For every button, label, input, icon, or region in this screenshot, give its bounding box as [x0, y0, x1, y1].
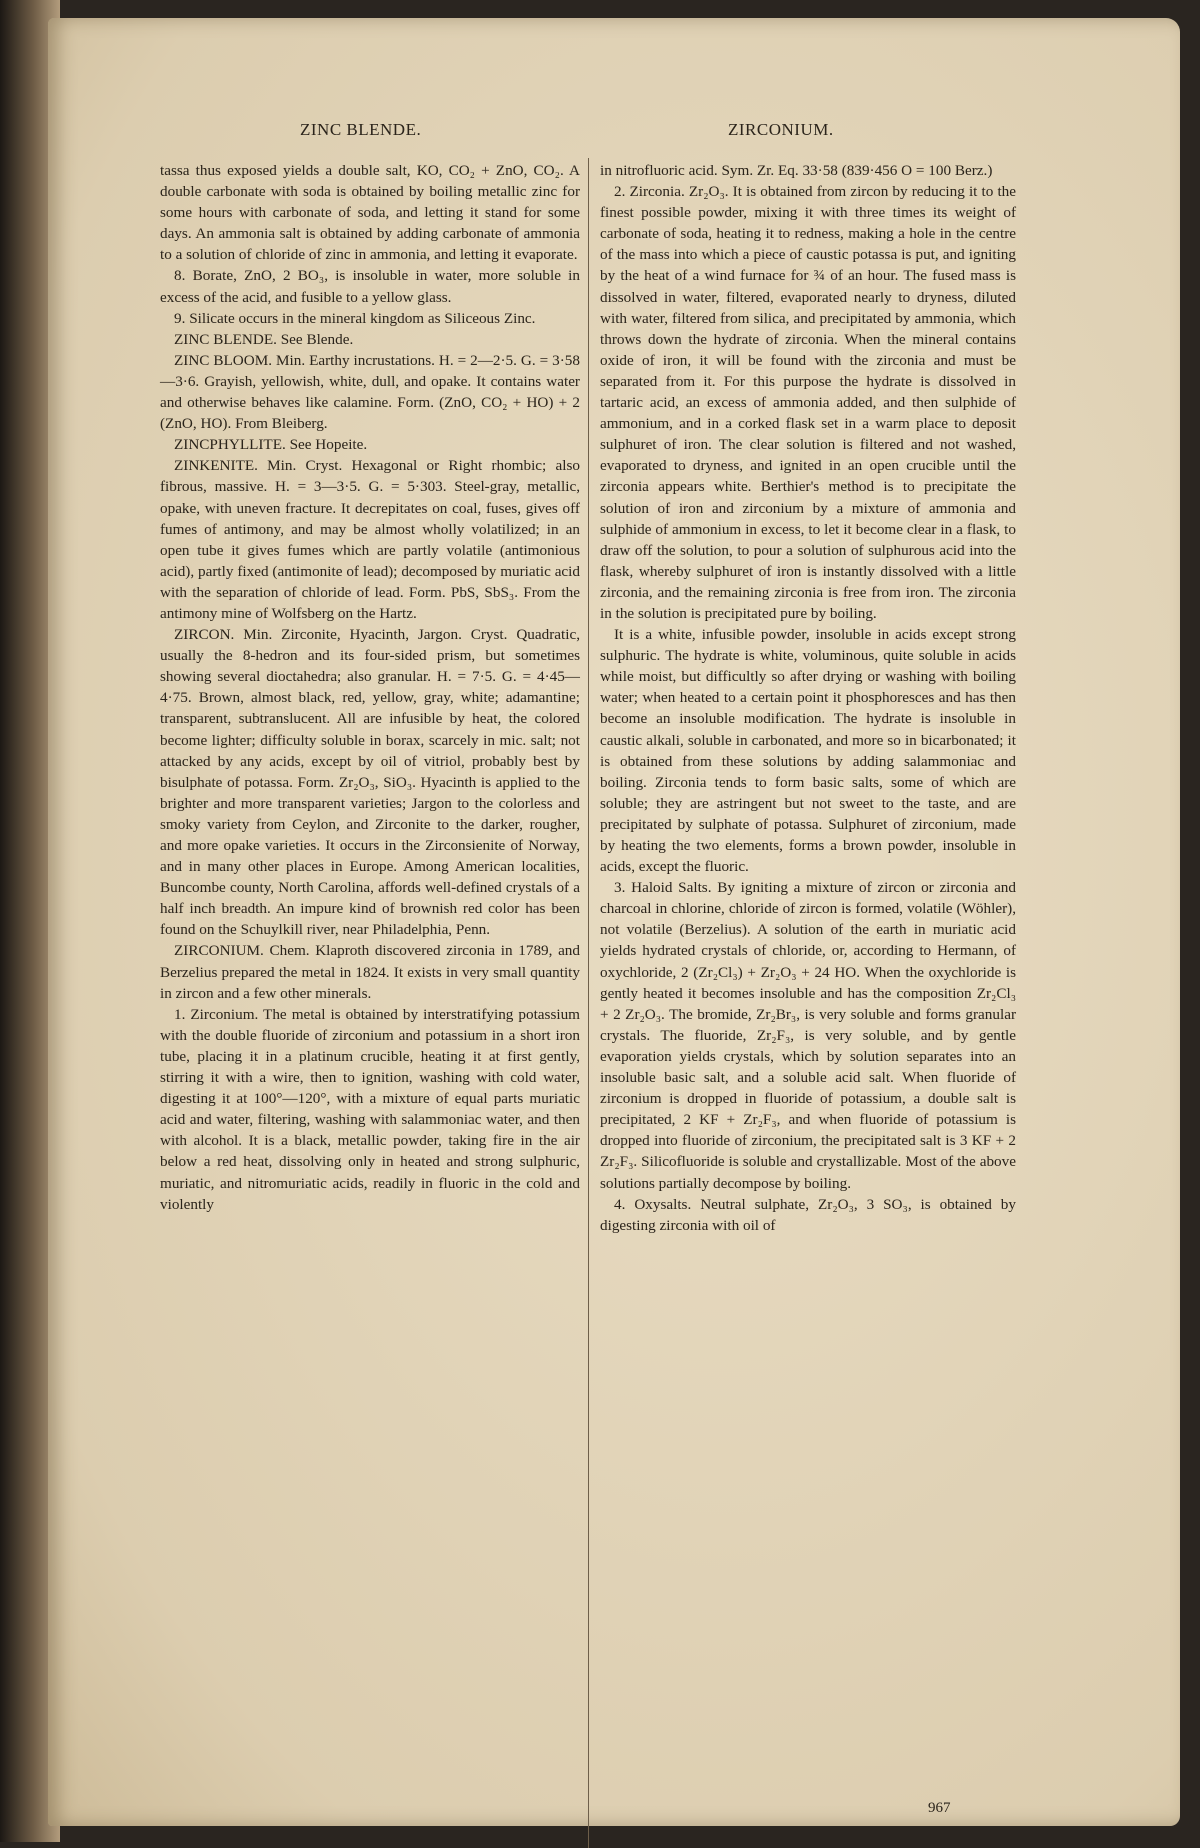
paragraph: tassa thus exposed yields a double salt, KO, CO₂ + ZnO, CO₂. A double carbonate with soda is obtained by boiling metallic zinc for some hours with carbonate of soda, and letting it stand for some days. An ammonia salt is obtained by adding carbonate of ammonia to a solution of chloride of zinc in ammonia, and letting it evaporate.: [160, 162, 580, 264]
paragraph: ZIRCON. Min. Zirconite, Hyacinth, Jargon. Cryst. Quadratic, usually the 8-hedron and its four-sided prism, but sometimes showing several dioctahedra; also granular. H. = 7·5. G. = 4·45—4·75. Brown, almost black, red, yellow, gray, white; adamantine; transparent, subtranslucent. All are infusible by heat, the colored become lighter; difficulty soluble in borax, scarcely in mic. salt; not attacked by any acids, except by oil of vitriol, probably best by bisulphate of potassa. Form. Zr₂O₃, SiO₃. Hyacinth is applied to the brighter and more transparent varieties; Jargon to the colorless and smoky variety from Ceylon, and Zirconite to the darker, rougher, and more opake varieties. It occurs in the Zirconsienite of Norway, and in many other places in Europe. Among American localities, Buncombe county, North Carolina, affords well-defined crystals of a half inch breadth. An impure kind of brownish red color has been found on the Schuylkill river, near Philadelphia, Penn.: [160, 626, 580, 939]
paragraph: ZINKENITE. Min. Cryst. Hexagonal or Right rhombic; also fibrous, massive. H. = 3—3·5. G. = 5·303. Steel-gray, metallic, opake, with uneven fracture. It decrepitates on coal, fuses, gives off fumes of antimony, and may be almost wholly volatilized; in an open tube it gives fumes which are partly volatile (antimonious acid), partly fixed (antimonite of lead); decomposed by muriatic acid with the separation of chloride of lead. Form. PbS, SbS₃. From the antimony mine of Wolfsberg on the Hartz.: [160, 457, 580, 622]
column-divider: [588, 158, 589, 1848]
paragraph: ZINC BLOOM. Min. Earthy incrustations. H. = 2—2·5. G. = 3·58—3·6. Grayish, yellowish, white, dull, and opake. It contains water and otherwise behaves like calamine. Form. (ZnO, CO₂ + HO) + 2 (ZnO, HO). From Bleiberg.: [160, 351, 580, 433]
paragraph: ZIRCONIUM. Chem. Klaproth discovered zirconia in 1789, and Berzelius prepared the metal in 1824. It exists in very small quantity in zircon and a few other minerals.: [160, 942, 580, 1002]
paragraph: ZINC BLENDE. See Blende.: [174, 330, 354, 348]
paragraph: in nitrofluoric acid. Sym. Zr. Eq. 33·58 (839·456 O = 100 Berz.): [600, 162, 993, 179]
paragraph: It is a white, infusible powder, insoluble in acids except strong sulphuric. The hydrate is white, voluminous, quite soluble in acids while moist, but difficultly so after drying or washing with boiling water; when heated to a certain point it phosphoresces and has then become an insoluble modification. The hydrate is insoluble in caustic alkali, soluble in carbonated, and more so in bicarbonated; it is obtained from these solutions by adding salammoniac and boiling. Zirconia tends to form basic salts, some of which are soluble; they are astringent but not sweet to the taste, and are precipitated by sulphate of potassa. Sulphuret of zirconium, made by heating the two elements, forms a brown powder, insoluble in acids, except the fluoric.: [600, 626, 1016, 876]
paragraph: 2. Zirconia. Zr₂O₃. It is obtained from zircon by reducing it to the finest possible powder, mixing it with three times its weight of carbonate of soda, heating it to redness, making a hole in the centre of the mass into which a piece of caustic potassa is put, and igniting by the heat of a wind furnace for ¾ of an hour. The fused mass is dissolved in water, filtered, evaporated nearly to dryness, diluted with water, filtered from silica, and precipitated by ammonia, which throws down the hydrate of zirconia. When the mineral contains oxide of iron, it will be found with the zirconia and must be separated from it. For this purpose the hydrate is dissolved in tartaric acid, an excess of ammonia added, and then sulphide of ammonium, and in a corked flask set in a warm place to deposit sulphuret of iron. The clear solution is filtered and not washed, evaporated to dryness, and ignited in an open crucible until the zirconia appears white. Berthier's method is to precipitate the solution of iron and zirconium by a mixture of ammonia and sulphide of ammonium in excess, to let it become clear in a flask, to draw off the solution, to pour a solution of sulphurous acid into the flask, whereby sulphuret of iron is instantly dissolved with a little zirconia, and the remaining zirconia is free from iron. The zirconia in the solution is precipitated pure by boiling.: [600, 183, 1016, 622]
right-column: [600, 160, 1016, 1236]
page-number: 967: [928, 1800, 951, 1816]
paragraph: 8. Borate, ZnO, 2 BO₃, is insoluble in water, more soluble in excess of the acid, and fusible to a yellow glass.: [160, 267, 580, 306]
paragraph: ZINCPHYLLITE. See Hopeite.: [174, 436, 368, 454]
left-column: [160, 160, 580, 1215]
paragraph: 9. Silicate occurs in the mineral kingdom as Siliceous Zinc.: [174, 309, 536, 327]
running-header-right: ZIRCONIUM.: [728, 120, 834, 139]
paragraph: 1. Zirconium. The metal is obtained by interstratifying potassium with the double fluoride of zirconium and potassium in a short iron tube, placing it in a platinum crucible, heating it at first gently, stirring it with a wire, then to ignition, washing with cold water, digesting it at 100°—120°, with a mixture of equal parts muriatic acid and water, filtering, washing with salammoniac water, and then with alcohol. It is a black, metallic powder, taking fire in the air below a red heat, dissolving only in heated and strong sulphuric, muriatic, and nitromuriatic acids, readily in fluoric in the cold and violently: [160, 1005, 580, 1213]
running-header-left: ZINC BLENDE.: [300, 120, 422, 139]
paragraph: 3. Haloid Salts. By igniting a mixture of zircon or zirconia and charcoal in chlorine, chloride of zircon is formed, volatile (Wöhler), not volatile (Berzelius). A solution of the earth in muriatic acid yields hydrated crystals of chloride, or, according to Hermann, of oxychloride, 2 (Zr₂Cl₃) + Zr₂O₃ + 24 HO. When the oxychloride is gently heated it becomes insoluble and has the composition Zr₂Cl₃ + 2 Zr₂O₃. The bromide, Zr₂Br₃, is very soluble and forms granular crystals. The fluoride, Zr₂F₃, is very soluble, and by gentle evaporation yields crystals, which by solution separates into an insoluble basic salt, and a soluble acid salt. When fluoride of zirconium is dropped in fluoride of potassium, a double salt is precipitated, 2 KF + Zr₂F₃, and when fluoride of potassium is dropped into fluoride of zirconium, the precipitated salt is 3 KF + 2 Zr₂F₃. Silicofluoride is soluble and crystallizable. Most of the above solutions partially decompose by boiling.: [600, 879, 1016, 1192]
paragraph: 4. Oxysalts. Neutral sulphate, Zr₂O₃, 3 SO₃, is obtained by digesting zirconia with oil of: [600, 1195, 1016, 1234]
